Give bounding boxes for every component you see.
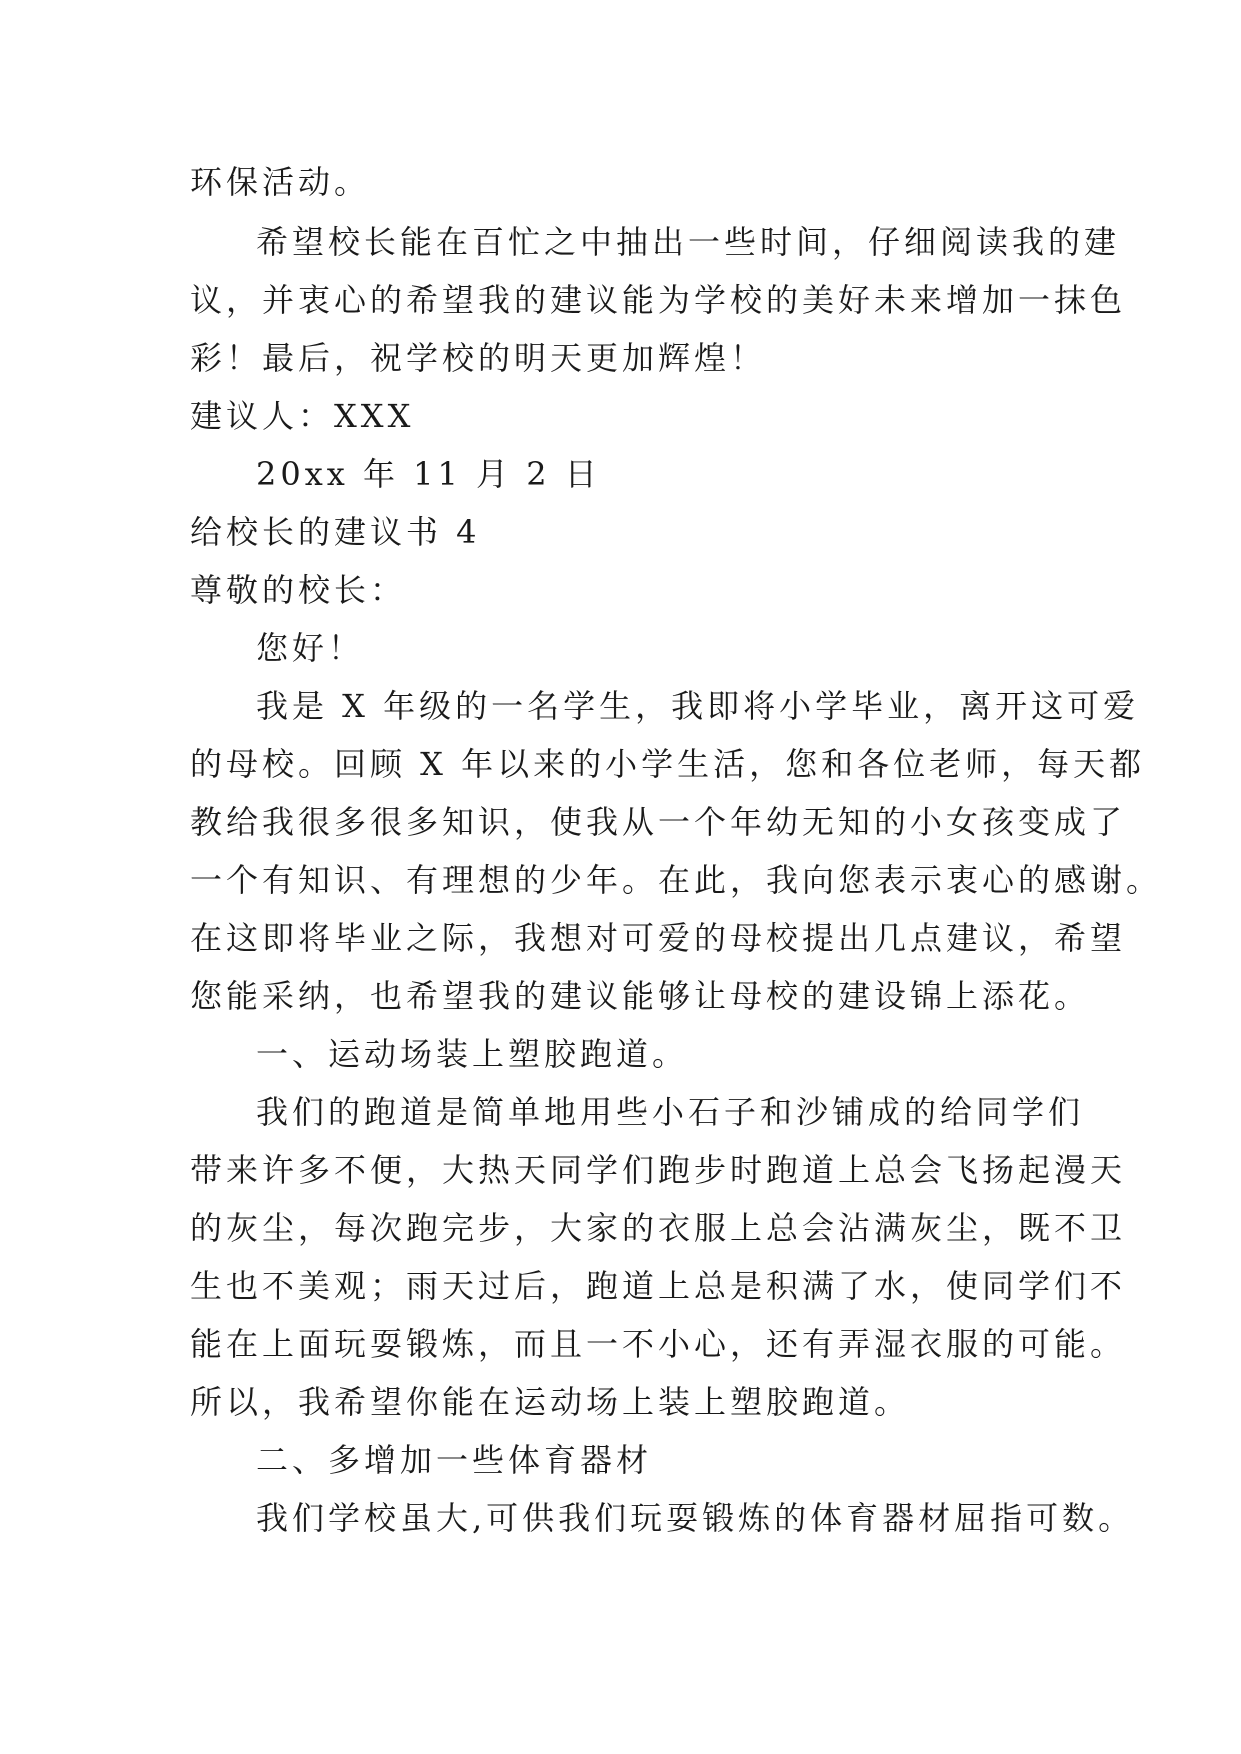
heading-two: 二、多增加一些体育器材 [256,1441,653,1479]
heading-one: 一、运动场装上塑胶跑道。 [256,1035,689,1073]
text-line: 一个有知识、有理想的少年。在此，我向您表示衷心的感谢。 [190,861,1163,899]
greeting: 您好！ [256,629,365,667]
text-line: 教给我很多很多知识，使我从一个年幼无知的小女孩变成了 [190,803,1127,841]
text-line: 希望校长能在百忙之中抽出一些时间，仔细阅读我的建 [256,223,1121,261]
text-line: 带来许多不便，大热天同学们跑步时跑道上总会飞扬起漫天 [190,1151,1127,1189]
text-line: 能在上面玩耍锻炼，而且一不小心，还有弄湿衣服的可能。 [190,1325,1127,1363]
text-line: 的母校。回顾 X 年以来的小学生活，您和各位老师，每天都 [190,745,1146,783]
text-line: 您能采纳，也希望我的建议能够让母校的建设锦上添花。 [190,977,1091,1015]
text-line: 议，并衷心的希望我的建议能为学校的美好未来增加一抹色 [190,281,1127,319]
text-line: 我们的跑道是简单地用些小石子和沙铺成的给同学们 [256,1093,1085,1131]
text-line: 在这即将毕业之际，我想对可爱的母校提出几点建议，希望 [190,919,1127,957]
signature-line: 建议人：XXX [190,397,415,435]
text-line: 我们学校虽大,可供我们玩耍锻炼的体育器材屈指可数。 [256,1499,1135,1537]
text-line: 环保活动。 [190,163,371,201]
text-line: 的灰尘，每次跑完步，大家的衣服上总会沾满灰尘，既不卫 [190,1209,1127,1247]
text-line: 所以，我希望你能在运动场上装上塑胶跑道。 [190,1383,911,1421]
text-line: 生也不美观；雨天过后，跑道上总是积满了水，使同学们不 [190,1267,1127,1305]
date-line: 20xx 年 11 月 2 日 [256,455,601,493]
text-line: 我是 X 年级的一名学生，我即将小学毕业，离开这可爱 [256,687,1140,725]
salutation: 尊敬的校长： [190,571,407,609]
text-line: 彩！最后，祝学校的明天更加辉煌！ [190,339,767,377]
section-title: 给校长的建议书 4 [190,513,481,551]
